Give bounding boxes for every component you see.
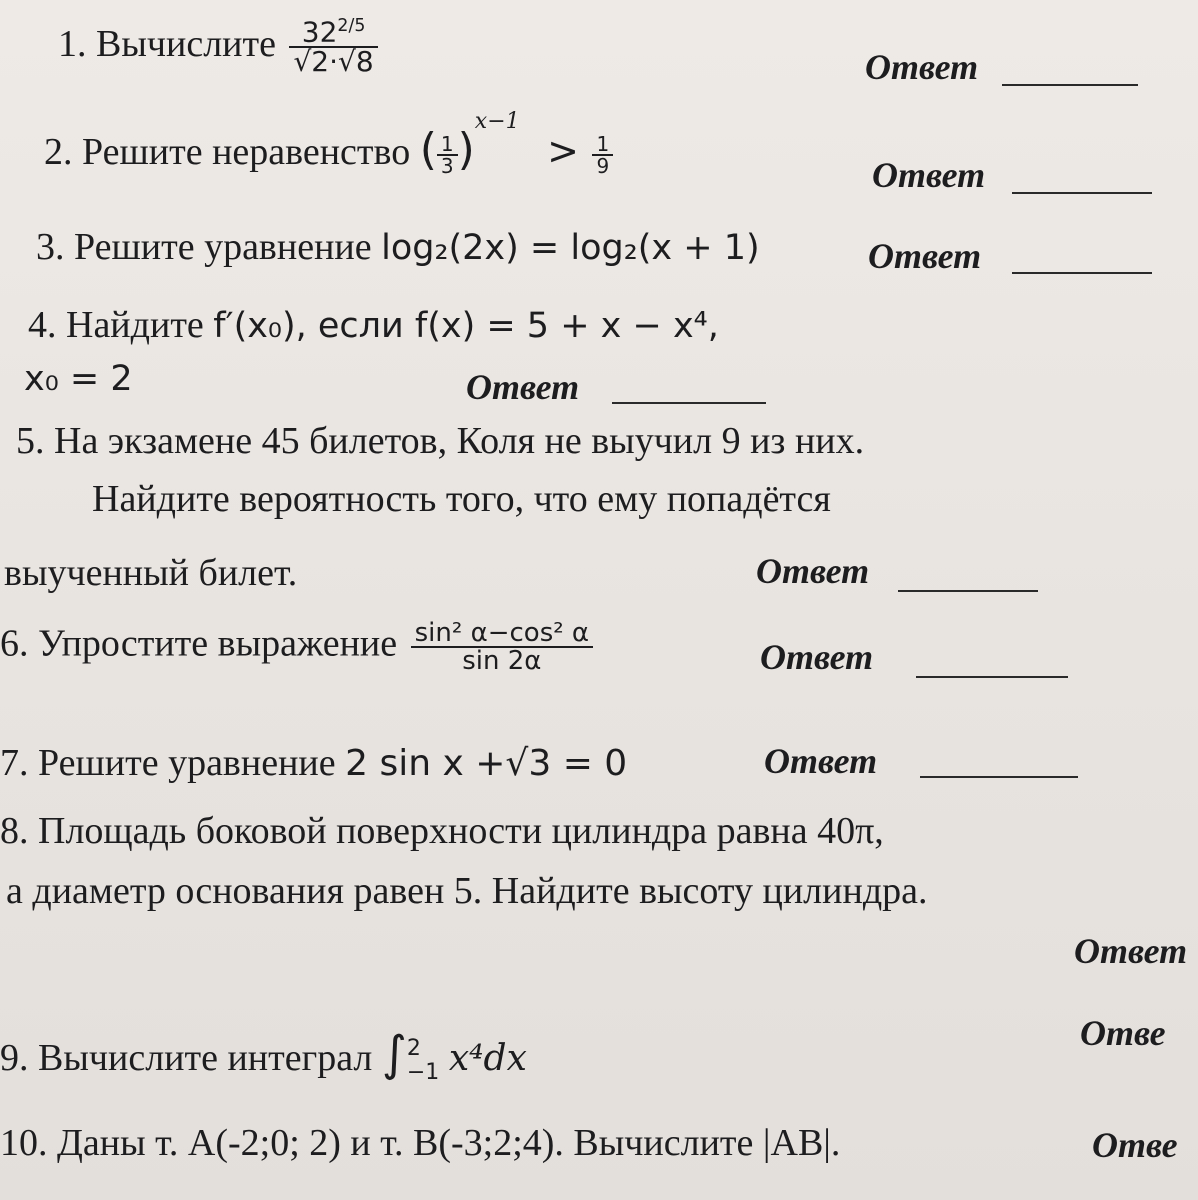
task-number: 2. — [44, 131, 73, 173]
exponent: 2/5 — [337, 16, 366, 36]
equation: log₂(2x) = log₂(x + 1) — [381, 228, 760, 268]
task-number: 7. — [0, 742, 29, 784]
task-text: Даны т. А(-2;0; 2) и т. В(-3;2;4). Вычислите |AB|. — [57, 1122, 841, 1164]
answer-label-3: Ответ — [868, 236, 982, 276]
answer-label-6: Ответ — [760, 637, 874, 677]
exponent: x−1 — [474, 109, 520, 135]
task-number: 8. — [0, 810, 29, 852]
answer-label-9: Отве — [1080, 1013, 1166, 1053]
task-5-line2: Найдите вероятность того, что ему попадётся — [92, 478, 831, 520]
task-text: Решите неравенство — [82, 131, 411, 173]
equation: 2 sin x +√3 = 0 — [345, 743, 628, 784]
answer-label-4: Ответ — [466, 367, 580, 407]
lower-limit: −1 — [406, 1060, 440, 1086]
task-text: Вычислите — [96, 22, 276, 65]
relation: > — [547, 129, 579, 173]
denominator: √2·√8 — [289, 46, 377, 76]
denominator: sin 2α — [411, 646, 593, 674]
task-10 — [0, 1124, 840, 1162]
upper-limit: 2 — [406, 1036, 421, 1062]
answer-label-10: Отве — [1092, 1125, 1178, 1165]
task-6 — [0, 620, 597, 674]
answer-blank-1[interactable] — [1002, 84, 1138, 86]
task-8 — [0, 812, 884, 850]
fraction — [289, 15, 377, 79]
answer-blank-2[interactable] — [1012, 192, 1152, 194]
task-1 — [58, 15, 382, 79]
answer-blank-5[interactable] — [898, 590, 1038, 592]
task-4-x0: x₀ = 2 — [24, 359, 133, 399]
answer-blank-4[interactable] — [612, 402, 766, 404]
task-text: Решите уравнение — [74, 226, 372, 268]
task-text: Найдите — [66, 304, 204, 346]
numerator: 32 — [301, 15, 338, 49]
answer-blank-7[interactable] — [920, 776, 1078, 778]
derivative-condition: f′(x₀), если f(x) = 5 + x − x⁴, — [213, 306, 719, 346]
fraction — [411, 620, 593, 674]
task-number: 4. — [28, 304, 57, 346]
task-number: 5. — [16, 420, 45, 462]
task-7 — [0, 744, 627, 782]
task-number: 3. — [36, 226, 65, 268]
task-4 — [28, 306, 719, 344]
answer-label-2: Ответ — [872, 155, 986, 195]
task-text-line1: На экзамене 45 билетов, Коля не выучил 9 из них. — [54, 420, 865, 462]
task-number: 9. — [0, 1037, 29, 1079]
task-text: Решите уравнение — [38, 742, 336, 784]
base-fraction: $\frac{1}{3}$ — [437, 134, 458, 176]
task-text-line1: Площадь боковой поверхности цилиндра равна 40π, — [38, 810, 884, 852]
answer-label-8: Ответ — [1074, 931, 1188, 971]
task-text: Упростите выражение — [38, 622, 398, 665]
answer-label-5: Ответ — [756, 551, 870, 591]
integral-sign: ∫ — [381, 1026, 407, 1082]
task-number: 10. — [0, 1122, 48, 1164]
task-number: 1. — [58, 22, 87, 65]
task-text: Вычислите интеграл — [38, 1037, 373, 1079]
answer-label-1: Ответ — [865, 47, 979, 87]
task-9 — [0, 1026, 527, 1086]
task-5 — [16, 422, 864, 460]
rhs-fraction: $\frac{1}{9}$ — [592, 134, 613, 176]
task-2: 2. Решите неравенство ( $\frac{1}{3}$ )$^{x-1}$ > $\frac{1}{9}$ — [44, 128, 617, 176]
task-3 — [36, 228, 760, 266]
numerator: sin² α−cos² α — [414, 618, 590, 648]
task-8-line2: а диаметр основания равен 5. Найдите высоту цилиндра. — [6, 870, 928, 912]
integrand: x⁴dx — [448, 1038, 527, 1079]
task-number: 6. — [0, 622, 29, 665]
answer-blank-6[interactable] — [916, 676, 1068, 678]
answer-blank-3[interactable] — [1012, 272, 1152, 274]
task-5-line3: выученный билет. — [4, 552, 298, 594]
answer-label-7: Ответ — [764, 741, 878, 781]
